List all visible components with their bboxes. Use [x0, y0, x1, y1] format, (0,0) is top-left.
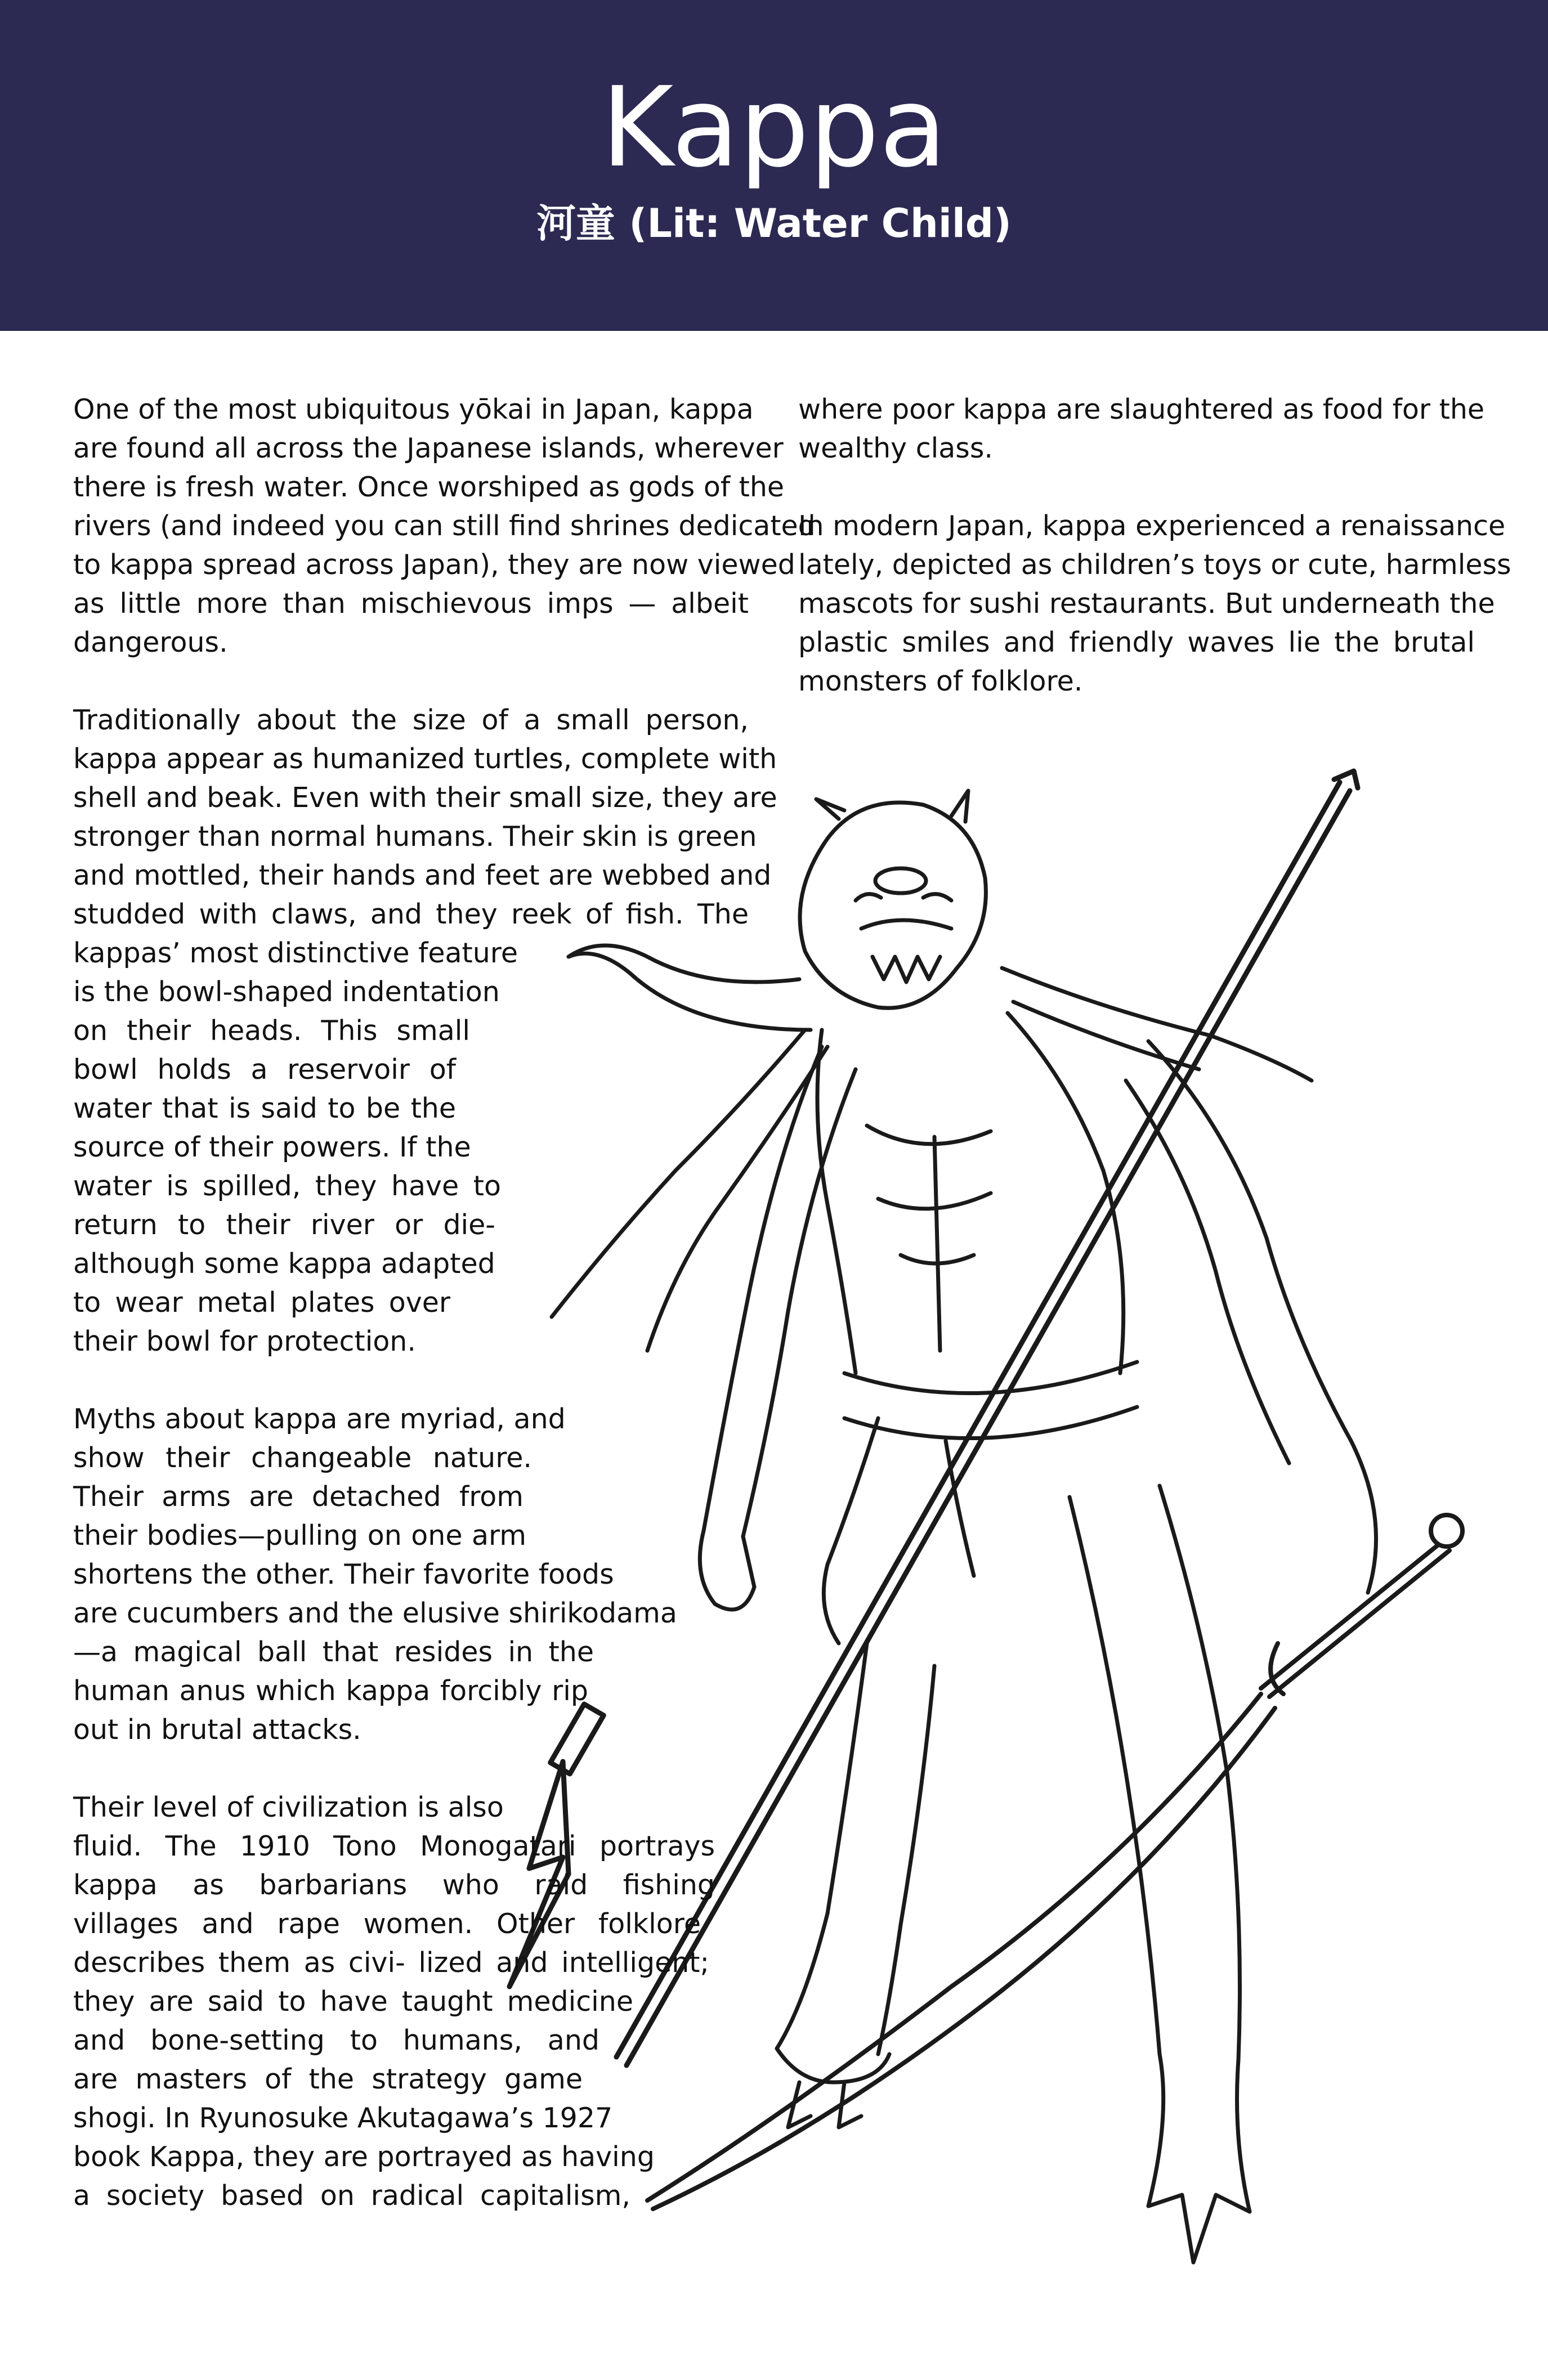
body-text-line: to wear metal plates over	[73, 1287, 450, 1319]
body-text-line: In modern Japan, kappa experienced a renaissance	[798, 510, 1506, 542]
body-text-line: are masters of the strategy game	[73, 2063, 583, 2095]
kappa-head-icon	[800, 791, 986, 1008]
body-text-line: water is spilled, they have to	[73, 1170, 501, 1202]
kappa-torso-icon	[817, 1013, 1124, 1373]
body-text-line: lately, depicted as children’s toys or cute, harmless	[798, 549, 1511, 581]
body-text-line	[73, 662, 749, 701]
body-text-line: Their level of civilization is also	[73, 1791, 504, 1823]
body-text-line: shogi. In Ryunosuke Akutagawa’s 1927	[73, 2102, 613, 2134]
body-text-line: fluid. The 1910 Tono Monogatari portrays	[73, 1830, 715, 1862]
body-text-line: and mottled, their hands and feet are webbed and	[73, 859, 772, 891]
body-text-line: are cucumbers and the elusive shirikodama	[73, 1597, 677, 1629]
body-text-line: although some kappa adapted	[73, 1248, 495, 1280]
body-text-line: One of the most ubiquitous yōkai in Japan, kappa	[73, 393, 754, 425]
body-text-line: villages and rape women. Other folklore	[73, 1908, 701, 1940]
body-text-line: Traditionally about the size of a small person,	[73, 704, 749, 736]
body-text-line	[73, 1361, 450, 1400]
body-text-line: Their arms are detached from	[73, 1481, 524, 1513]
body-text-line: stronger than normal humans. Their skin is green	[73, 821, 757, 853]
header-banner	[0, 0, 1548, 331]
body-text-line: kappas’ most distinctive feature	[73, 937, 518, 969]
page-subtitle: 河童 (Lit: Water Child)	[536, 200, 1012, 246]
body-text-line: to kappa spread across Japan), they are now viewed	[73, 549, 795, 581]
body-text-line: Myths about kappa are myriad, and	[73, 1403, 566, 1435]
body-text-line: book Kappa, they are portrayed as having	[73, 2141, 655, 2173]
body-text-line: they are said to have taught medicine	[73, 1985, 633, 2018]
body-text-line: and bone-setting to humans, and	[73, 2024, 599, 2056]
body-text-line: their bowl for protection.	[73, 1325, 416, 1357]
body-text-line: out in brutal attacks.	[73, 1714, 361, 1746]
body-text-line: as little more than mischievous imps — albeit	[73, 588, 749, 620]
body-text-line: show their changeable nature.	[73, 1442, 532, 1474]
body-text-line: bowl holds a reservoir of	[73, 1054, 456, 1086]
body-text-line: human anus which kappa forcibly rip	[73, 1675, 588, 1707]
body-text-line: kappa appear as humanized turtles, complete with	[73, 743, 777, 775]
body-text-line: where poor kappa are slaughtered as food for the	[798, 393, 1485, 425]
body-text-line: kappa as barbarians who raid fishing	[73, 1869, 715, 1901]
body-text-line: there is fresh water. Once worshiped as gods of the	[73, 471, 785, 503]
sash-icon	[824, 1362, 1137, 1643]
body-text-line: source of their powers. If the	[73, 1131, 471, 1163]
kappa-legs-icon	[777, 1486, 1250, 2262]
body-text-line: return to their river or die-	[73, 1209, 495, 1241]
body-text-line: mascots for sushi restaurants. But underneath the	[798, 588, 1495, 620]
body-text-line: shortens the other. Their favorite foods	[73, 1558, 614, 1590]
sword-icon	[647, 1515, 1462, 2209]
body-text-line: rivers (and indeed you can still find shrines dedicated	[73, 510, 816, 542]
body-text-line: plastic smiles and friendly waves lie the brutal	[798, 626, 1475, 658]
page-title: Kappa	[601, 64, 947, 192]
body-text-line: wealthy class.	[798, 432, 993, 464]
body-text-line: monsters of folklore.	[798, 665, 1083, 697]
body-text-line: are found all across the Japanese islands, wherever	[73, 432, 784, 464]
body-text-line: on their heads. This small	[73, 1015, 470, 1047]
body-text-line: shell and beak. Even with their small size, they are	[73, 782, 777, 814]
body-text-line	[73, 1749, 588, 1788]
scarf-icon	[552, 945, 1312, 1351]
body-text-line	[798, 468, 1475, 507]
body-text-line: their bodies—pulling on one arm	[73, 1520, 526, 1552]
body-text-line: is the bowl-shaped indentation	[73, 976, 500, 1008]
body-text-line: a society based on radical capitalism,	[73, 2180, 630, 2212]
body-text-line: dangerous.	[73, 626, 228, 658]
body-text-line: describes them as civi- lized and intelligent;	[73, 1947, 709, 1979]
body-text-line: water that is said to be the	[73, 1092, 456, 1124]
body-text-line: studded with claws, and they reek of fish. The	[73, 898, 749, 930]
body-text-line: —a magical ball that resides in the	[73, 1636, 594, 1668]
kappa-arms-icon	[700, 1041, 1376, 1610]
